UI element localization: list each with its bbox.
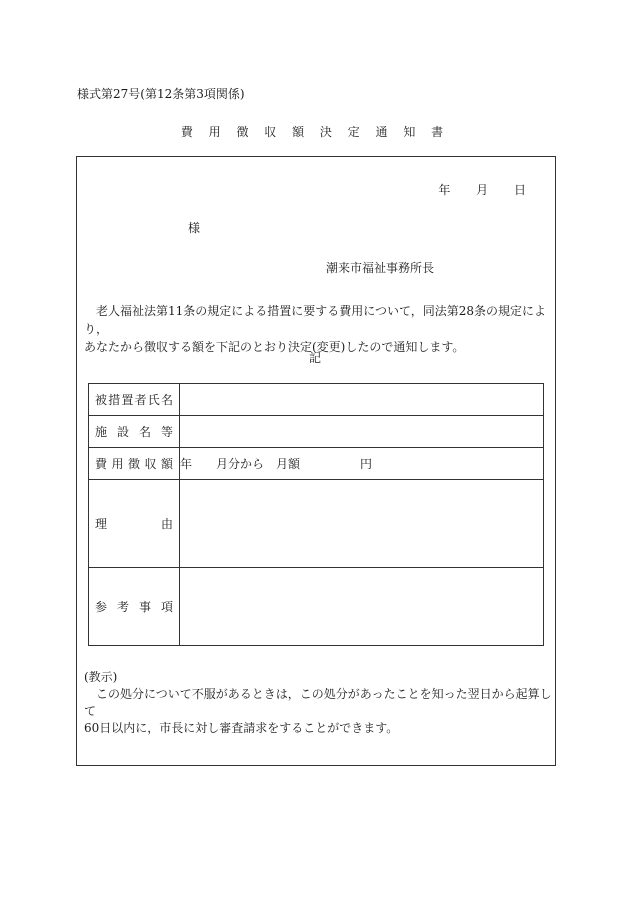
instruction-heading: (教示) (84, 670, 118, 684)
instruction-block (84, 669, 552, 737)
notice-line-1: 老人福祉法第11条の規定による措置に要する費用について，同法第28条の規定により， (84, 304, 547, 336)
instruction-line-1: この処分について不服があるときは，この処分があったことを知った翌日から起算して (84, 687, 552, 718)
document-title: 費 用 徴 収 額 決 定 通 知 書 (180, 125, 450, 139)
value-facility-name[interactable] (180, 416, 544, 448)
date-line: 年 月 日 (438, 183, 526, 197)
notice-line-2: あなたから徴収する額を下記のとおり決定(変更)したので通知します。 (84, 340, 465, 354)
detail-table (88, 383, 544, 646)
label-recipient-name: 被 措 置 者 氏 名 (89, 384, 180, 416)
row-reason (89, 480, 544, 568)
row-facility-name (89, 416, 544, 448)
label-reason: 理 由 (89, 480, 180, 568)
issuer-name: 潮来市福祉事務所長 (326, 261, 435, 275)
row-remarks (89, 568, 544, 646)
addressee-suffix: 様 (188, 221, 201, 235)
notice-body (84, 302, 552, 356)
label-remarks: 参 考 事 項 (89, 568, 180, 646)
row-fee-amount (89, 448, 544, 480)
label-facility-name: 施 設 名 等 (89, 416, 180, 448)
form-number: 様式第27号(第12条第3項関係) (77, 87, 245, 101)
value-reason[interactable] (180, 480, 544, 568)
value-fee-amount[interactable]: 年 月分から 月額 円 (180, 448, 544, 480)
label-fee-amount: 費 用 徴 収 額 (89, 448, 180, 480)
row-recipient-name (89, 384, 544, 416)
instruction-line-2: 60日以内に，市長に対し審査請求をすることができます。 (84, 721, 399, 735)
value-remarks[interactable] (180, 568, 544, 646)
ki-heading: 記 (308, 351, 321, 365)
value-recipient-name[interactable] (180, 384, 544, 416)
